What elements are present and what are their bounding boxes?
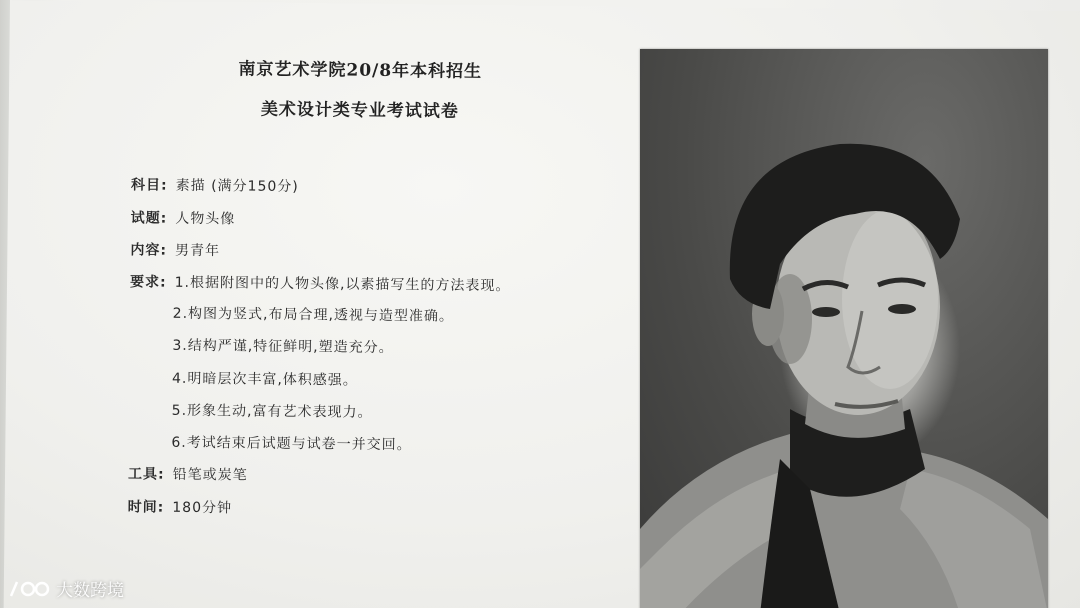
time-label: 时间: <box>127 499 165 516</box>
requirement-item: 4.明暗层次丰富,体积感强。 <box>171 370 358 389</box>
requirement-item: 5.形象生动,富有艺术表现力。 <box>171 402 373 421</box>
topic-value: 人物头像 <box>175 210 236 228</box>
tools-field <box>128 463 248 484</box>
exam-title-line1: 南京艺术学院20/8年本科招生 <box>238 59 483 82</box>
content-label: 内容: <box>130 242 168 259</box>
content-field <box>130 239 220 260</box>
topic-field <box>131 207 236 228</box>
time-value: 180分钟 <box>172 499 233 517</box>
time-field <box>128 496 233 517</box>
watermark-text: 大数跨境 <box>56 581 124 601</box>
subject-value: 素描 (满分150分) <box>175 177 299 196</box>
portrait-illustration <box>640 49 1048 608</box>
requirement-item: 1.根据附图中的人物头像,以素描写生的方法表现。 <box>174 274 511 295</box>
dashu-logo-icon <box>8 578 52 600</box>
tools-value: 铅笔或炭笔 <box>172 466 248 484</box>
watermark <box>8 576 124 601</box>
topic-label: 试题: <box>130 210 168 227</box>
tools-label: 工具: <box>127 466 165 483</box>
reference-portrait-photo <box>640 49 1048 608</box>
requirement-item: 6.考试结束后试题与试卷一并交回。 <box>171 434 412 454</box>
requirements-field <box>130 271 511 295</box>
requirement-item: 2.构图为竖式,布局合理,透视与造型准确。 <box>172 305 455 325</box>
face-highlight <box>842 209 938 389</box>
requirement-item: 3.结构严谨,特征鲜明,塑造充分。 <box>172 337 394 357</box>
subject-field <box>131 174 299 196</box>
exam-title-line2: 美术设计类专业考试试卷 <box>260 99 459 122</box>
content-value: 男青年 <box>174 242 221 260</box>
subject-label: 科目: <box>130 177 168 194</box>
eye-left <box>812 307 840 317</box>
requirements-label: 要求: <box>129 274 167 291</box>
eye-right <box>888 304 916 314</box>
